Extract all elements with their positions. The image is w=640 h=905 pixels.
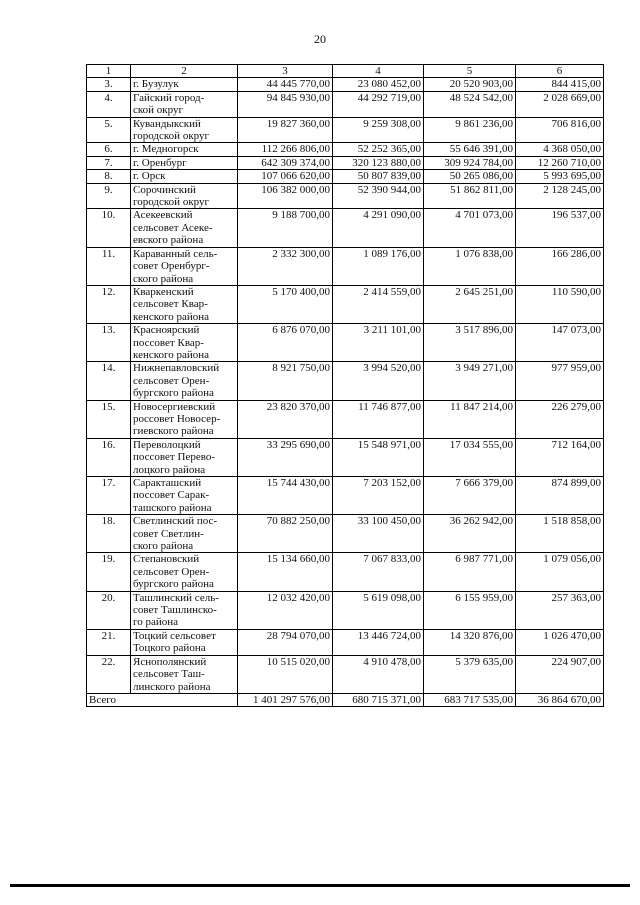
amount-cell: 1 518 858,00 xyxy=(516,515,604,553)
row-number-cell: 13. xyxy=(87,324,131,362)
row-number-cell: 9. xyxy=(87,183,131,209)
page-number: 20 xyxy=(314,32,326,46)
municipality-cell: Красноярский поссовет Квар- кенского района xyxy=(131,324,238,362)
table-row xyxy=(87,117,604,143)
municipality-cell: г. Бузулук xyxy=(131,78,238,91)
amount-cell: 6 876 070,00 xyxy=(238,324,333,362)
municipality-cell: г. Медногорск xyxy=(131,143,238,156)
row-number-cell: 17. xyxy=(87,477,131,515)
municipality-cell: Яснополянский сельсовет Таш- линского района xyxy=(131,655,238,693)
table-row xyxy=(87,91,604,117)
amount-cell: 15 548 971,00 xyxy=(333,438,424,476)
amount-cell: 5 379 635,00 xyxy=(424,655,516,693)
amount-cell: 48 524 542,00 xyxy=(424,91,516,117)
amount-cell: 5 993 695,00 xyxy=(516,170,604,183)
table-row xyxy=(87,629,604,655)
header-cell: 1 xyxy=(87,65,131,78)
row-number-cell: 8. xyxy=(87,170,131,183)
municipality-cell: Сорочинский городской округ xyxy=(131,183,238,209)
row-number-cell: 11. xyxy=(87,247,131,285)
amount-cell: 977 959,00 xyxy=(516,362,604,400)
amount-cell: 9 259 308,00 xyxy=(333,117,424,143)
amount-cell: 3 949 271,00 xyxy=(424,362,516,400)
row-number-cell: 4. xyxy=(87,91,131,117)
amount-cell: 9 861 236,00 xyxy=(424,117,516,143)
amount-cell: 12 032 420,00 xyxy=(238,591,333,629)
amount-cell: 4 291 090,00 xyxy=(333,209,424,247)
amount-cell: 1 026 470,00 xyxy=(516,629,604,655)
budget-table xyxy=(86,64,604,707)
total-amount-cell: 680 715 371,00 xyxy=(333,693,424,706)
row-number-cell: 20. xyxy=(87,591,131,629)
amount-cell: 112 266 806,00 xyxy=(238,143,333,156)
amount-cell: 7 666 379,00 xyxy=(424,477,516,515)
table-row xyxy=(87,400,604,438)
header-cell: 4 xyxy=(333,65,424,78)
amount-cell: 94 845 930,00 xyxy=(238,91,333,117)
table-row xyxy=(87,247,604,285)
table-row xyxy=(87,170,604,183)
amount-cell: 70 882 250,00 xyxy=(238,515,333,553)
row-number-cell: 12. xyxy=(87,285,131,323)
amount-cell: 33 295 690,00 xyxy=(238,438,333,476)
amount-cell: 2 645 251,00 xyxy=(424,285,516,323)
municipality-cell: Гайский город- ской округ xyxy=(131,91,238,117)
amount-cell: 52 390 944,00 xyxy=(333,183,424,209)
table-row xyxy=(87,515,604,553)
table-row xyxy=(87,183,604,209)
amount-cell: 33 100 450,00 xyxy=(333,515,424,553)
row-number-cell: 5. xyxy=(87,117,131,143)
municipality-cell: г. Оренбург xyxy=(131,156,238,169)
amount-cell: 3 517 896,00 xyxy=(424,324,516,362)
amount-cell: 106 382 000,00 xyxy=(238,183,333,209)
total-amount-cell: 36 864 670,00 xyxy=(516,693,604,706)
amount-cell: 4 910 478,00 xyxy=(333,655,424,693)
amount-cell: 3 994 520,00 xyxy=(333,362,424,400)
bottom-rule xyxy=(10,884,630,887)
amount-cell: 9 188 700,00 xyxy=(238,209,333,247)
amount-cell: 2 028 669,00 xyxy=(516,91,604,117)
amount-cell: 1 089 176,00 xyxy=(333,247,424,285)
row-number-cell: 19. xyxy=(87,553,131,591)
amount-cell: 50 265 086,00 xyxy=(424,170,516,183)
municipality-cell: Нижнепавловский сельсовет Орен- бургского района xyxy=(131,362,238,400)
amount-cell: 20 520 903,00 xyxy=(424,78,516,91)
municipality-cell: г. Орск xyxy=(131,170,238,183)
amount-cell: 23 820 370,00 xyxy=(238,400,333,438)
amount-cell: 257 363,00 xyxy=(516,591,604,629)
amount-cell: 1 076 838,00 xyxy=(424,247,516,285)
amount-cell: 874 899,00 xyxy=(516,477,604,515)
table-header-row xyxy=(87,65,604,78)
amount-cell: 7 067 833,00 xyxy=(333,553,424,591)
municipality-cell: Переволоцкий поссовет Перево- лоцкого района xyxy=(131,438,238,476)
total-amount-cell: 1 401 297 576,00 xyxy=(238,693,333,706)
municipality-cell: Степановский сельсовет Орен- бургского района xyxy=(131,553,238,591)
row-number-cell: 7. xyxy=(87,156,131,169)
amount-cell: 23 080 452,00 xyxy=(333,78,424,91)
amount-cell: 15 134 660,00 xyxy=(238,553,333,591)
amount-cell: 10 515 020,00 xyxy=(238,655,333,693)
amount-cell: 6 987 771,00 xyxy=(424,553,516,591)
row-number-cell: 21. xyxy=(87,629,131,655)
amount-cell: 642 309 374,00 xyxy=(238,156,333,169)
row-number-cell: 22. xyxy=(87,655,131,693)
amount-cell: 2 414 559,00 xyxy=(333,285,424,323)
amount-cell: 107 066 620,00 xyxy=(238,170,333,183)
amount-cell: 14 320 876,00 xyxy=(424,629,516,655)
row-number-cell: 6. xyxy=(87,143,131,156)
total-row xyxy=(87,693,604,706)
amount-cell: 8 921 750,00 xyxy=(238,362,333,400)
amount-cell: 17 034 555,00 xyxy=(424,438,516,476)
amount-cell: 44 445 770,00 xyxy=(238,78,333,91)
total-label: Всего xyxy=(87,693,238,706)
row-number-cell: 18. xyxy=(87,515,131,553)
table-row xyxy=(87,143,604,156)
amount-cell: 110 590,00 xyxy=(516,285,604,323)
amount-cell: 196 537,00 xyxy=(516,209,604,247)
municipality-cell: Кваркенский сельсовет Квар- кенского района xyxy=(131,285,238,323)
amount-cell: 147 073,00 xyxy=(516,324,604,362)
municipality-cell: Тоцкий сельсовет Тоцкого района xyxy=(131,629,238,655)
amount-cell: 706 816,00 xyxy=(516,117,604,143)
amount-cell: 4 701 073,00 xyxy=(424,209,516,247)
amount-cell: 52 252 365,00 xyxy=(333,143,424,156)
amount-cell: 2 128 245,00 xyxy=(516,183,604,209)
table-row xyxy=(87,362,604,400)
row-number-cell: 3. xyxy=(87,78,131,91)
amount-cell: 5 619 098,00 xyxy=(333,591,424,629)
row-number-cell: 15. xyxy=(87,400,131,438)
municipality-cell: Новосергиевский poссовет Новосер- гиевского района xyxy=(131,400,238,438)
table-row xyxy=(87,553,604,591)
amount-cell: 1 079 056,00 xyxy=(516,553,604,591)
amount-cell: 15 744 430,00 xyxy=(238,477,333,515)
table-row xyxy=(87,285,604,323)
amount-cell: 28 794 070,00 xyxy=(238,629,333,655)
amount-cell: 3 211 101,00 xyxy=(333,324,424,362)
total-amount-cell: 683 717 535,00 xyxy=(424,693,516,706)
header-cell: 3 xyxy=(238,65,333,78)
amount-cell: 844 415,00 xyxy=(516,78,604,91)
table-row xyxy=(87,78,604,91)
table-row xyxy=(87,477,604,515)
municipality-cell: Ташлинский сель- совет Ташлинско- го района xyxy=(131,591,238,629)
amount-cell: 50 807 839,00 xyxy=(333,170,424,183)
amount-cell: 712 164,00 xyxy=(516,438,604,476)
table-row xyxy=(87,591,604,629)
amount-cell: 2 332 300,00 xyxy=(238,247,333,285)
amount-cell: 36 262 942,00 xyxy=(424,515,516,553)
amount-cell: 12 260 710,00 xyxy=(516,156,604,169)
table-row xyxy=(87,209,604,247)
amount-cell: 309 924 784,00 xyxy=(424,156,516,169)
amount-cell: 11 746 877,00 xyxy=(333,400,424,438)
amount-cell: 11 847 214,00 xyxy=(424,400,516,438)
table-row xyxy=(87,438,604,476)
municipality-cell: Кувандыкский городской округ xyxy=(131,117,238,143)
table-row xyxy=(87,156,604,169)
municipality-cell: Асекеевский сельсовет Асеке- евского района xyxy=(131,209,238,247)
amount-cell: 5 170 400,00 xyxy=(238,285,333,323)
amount-cell: 55 646 391,00 xyxy=(424,143,516,156)
amount-cell: 4 368 050,00 xyxy=(516,143,604,156)
municipality-cell: Саракташский поссовет Сарак- ташского района xyxy=(131,477,238,515)
amount-cell: 7 203 152,00 xyxy=(333,477,424,515)
header-cell: 5 xyxy=(424,65,516,78)
amount-cell: 320 123 880,00 xyxy=(333,156,424,169)
row-number-cell: 10. xyxy=(87,209,131,247)
amount-cell: 224 907,00 xyxy=(516,655,604,693)
municipality-cell: Светлинский пос- совет Светлин- ского района xyxy=(131,515,238,553)
row-number-cell: 14. xyxy=(87,362,131,400)
table-row xyxy=(87,324,604,362)
header-cell: 2 xyxy=(131,65,238,78)
amount-cell: 166 286,00 xyxy=(516,247,604,285)
amount-cell: 51 862 811,00 xyxy=(424,183,516,209)
amount-cell: 44 292 719,00 xyxy=(333,91,424,117)
municipality-cell: Караванный сель- совет Оренбург- ского района xyxy=(131,247,238,285)
table-row xyxy=(87,655,604,693)
amount-cell: 19 827 360,00 xyxy=(238,117,333,143)
row-number-cell: 16. xyxy=(87,438,131,476)
header-cell: 6 xyxy=(516,65,604,78)
amount-cell: 226 279,00 xyxy=(516,400,604,438)
amount-cell: 13 446 724,00 xyxy=(333,629,424,655)
amount-cell: 6 155 959,00 xyxy=(424,591,516,629)
